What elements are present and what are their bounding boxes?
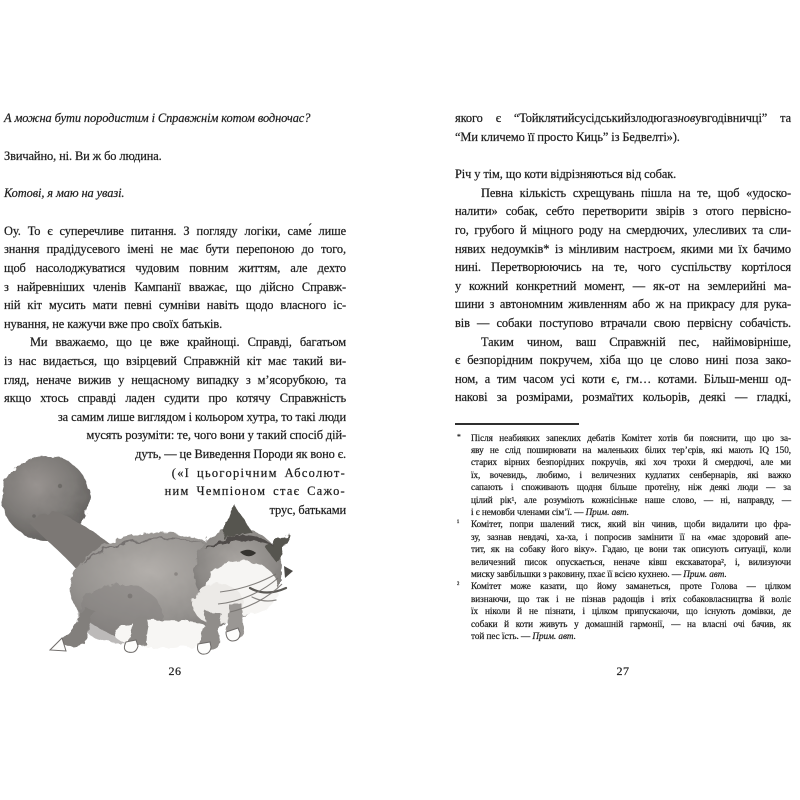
footnote-line: * Після неабияких запеклих дебатів Комітет хотів би пояснити, що цю за- — [457, 431, 791, 443]
cat-illustration — [0, 446, 338, 674]
text-line: за самим лише виглядом і кольором хутра, то такі люди — [57, 409, 346, 424]
right-text-column — [455, 109, 791, 642]
text-line: “Ми кличемо її просто Киць” із Бедвелті»). — [455, 129, 680, 144]
text-line: ном, а тим часом усі коти є, гм… котами. Більш-менш од- — [455, 371, 791, 386]
footnote-line: визнаючи, що так і не пізнав радощів і втіх собаковласництва й воліє — [471, 593, 791, 604]
footnote-line: тит, як на собаку його віку». Гадаю, це вони так описують ситуації, коли — [471, 544, 791, 555]
footnote-line: собаки й коти живуть у домашній гармонії, — на власні очі бачив, як — [471, 618, 791, 629]
footnote-line: їх ніколи й не пізнати, і цілком припускаючи, що існують домівки, де — [471, 606, 791, 617]
footnote-line: яву не слід поширювати на маленьких білих тер’єрів, які мають IQ 150, — [471, 444, 791, 455]
text-line: гляд, неначе вижив у нещасному випадку з м’ясорубкою, та — [4, 372, 346, 387]
text-line: Оу. То є суперечливе питання. З погляду логіки, саме́ лише — [4, 223, 346, 238]
text-line: є безпорідним покручем, хіба що це слово нині поза зако- — [455, 353, 791, 368]
text-line: А можна бути породистим і Справжнім котом водночас? — [4, 111, 311, 125]
footnote-line: миску завбільшки з раковину, пхає її всією кухнею. — Прим. авт. — [471, 568, 727, 579]
footnote-divider — [455, 423, 579, 425]
text-line: го, грубого й міцного роду на смердючих, улесливих та сли- — [455, 222, 791, 237]
text-line: ним Чемпіоном стає Сажо- — [164, 484, 346, 499]
text-line: Річ у тім, що коти відрізняються від собак. — [455, 167, 677, 182]
text-line: Певна кількість схрещувань пішла на те, щоб «удоско- — [481, 185, 791, 200]
text-line: якого є “Тойклятийсусідськийзлодюгазновувгодівничці” та — [455, 111, 791, 125]
text-line: («І цьогорічним Абсолют- — [171, 465, 346, 480]
text-line: нявих недоумків* із мінливим настроєм, якими ми їх бачимо — [455, 241, 791, 256]
text-line: Звичайно, ні. Ви ж бо людина. — [4, 148, 162, 163]
text-line: дуть, — це Виведення Породи як воно є. — [135, 446, 346, 461]
footnote-line: ¹ Комітет, попри шалений тиск, який він чинив, щоби видалити цю фра- — [457, 518, 791, 530]
text-line: налити» собак, себто перетворити звірів з отого первісно- — [455, 204, 791, 219]
footnote-line: сапають і споживають щодня більше протеїну, ніж деякі люди — за — [471, 482, 791, 493]
text-line: вів — собаки поступово втрачали свою первісну собачість. — [455, 315, 791, 330]
text-line: ній кіт мусить мати певні сумніви навіть щодо власного іс- — [4, 298, 346, 313]
text-line: якщо хтось справді ладен судити про котячу Справжність — [4, 391, 346, 406]
footnote-line: зу, зазнав невдачі, ха-ха, і попросив замінити її на «має здоровий апе- — [471, 531, 791, 542]
page-number: 26 — [168, 664, 182, 678]
text-line: Таким чином, ваш Справжній пес, найімовірніше, — [481, 334, 791, 349]
footnote-line: цілий рік¹, але розуміють кожнісіньке наше слово, — ні, направду, — — [471, 494, 791, 505]
footnote-line: їх, вочевидь, любимо, і величезних кудлатих сенбернарів, які важко — [471, 469, 791, 480]
footnote-line: старих вірних безпорідних покручів, які хоч трохи й смердючі, але ми — [471, 457, 791, 468]
footnotes — [455, 432, 791, 643]
text-line: Котові, я маю на увазі. — [4, 186, 125, 201]
text-line: трус, батьками — [269, 502, 346, 517]
text-line: нування, не кажучи вже про своїх батьків. — [4, 316, 223, 331]
text-line: знання прадідусевого імені не має бути перепоною до того, — [4, 242, 346, 257]
text-line: мусять розуміти: те, чого вони у такий спосіб дій- — [86, 428, 346, 443]
text-line: накові за розмірами, розмаїтих кольорів, деякі — гладкі, — [455, 390, 791, 405]
text-line: з найревніших членів Кампанії вважає, що дійсно Справж- — [4, 279, 346, 294]
footnote-line: і є немовби членами сім’ї. — Прим. авт. — [471, 506, 629, 517]
text-line: Ми вважаємо, що це вже крайнощі. Справді, багатьом — [30, 335, 346, 350]
text-line: щоб насолоджуватися чудовим повним життям, але дехто — [4, 260, 346, 275]
text-line: у кожний конкретний момент, — як-от на землерийні ма- — [455, 278, 791, 293]
footnote-line: ² Комітет може казати, що йому заманеться, проте Голова — цілком — [457, 580, 791, 592]
text-line: із нас видається, що взірцевий Справжній кіт має такий ви- — [4, 353, 346, 368]
footnote-line: той пес їсть. — Прим. авт. — [471, 631, 576, 641]
right-body-text — [455, 109, 791, 407]
page-number: 27 — [616, 664, 630, 678]
footnote-line: величезний писок опускається, неначе ківш екскаватора², і, вилизуючи — [471, 556, 791, 567]
text-line: нині. Перетворюючись на те, чого суспільству кортілося — [455, 260, 791, 275]
text-line: шини з автономним живленням або ж на прикрасу для рука- — [455, 297, 791, 312]
